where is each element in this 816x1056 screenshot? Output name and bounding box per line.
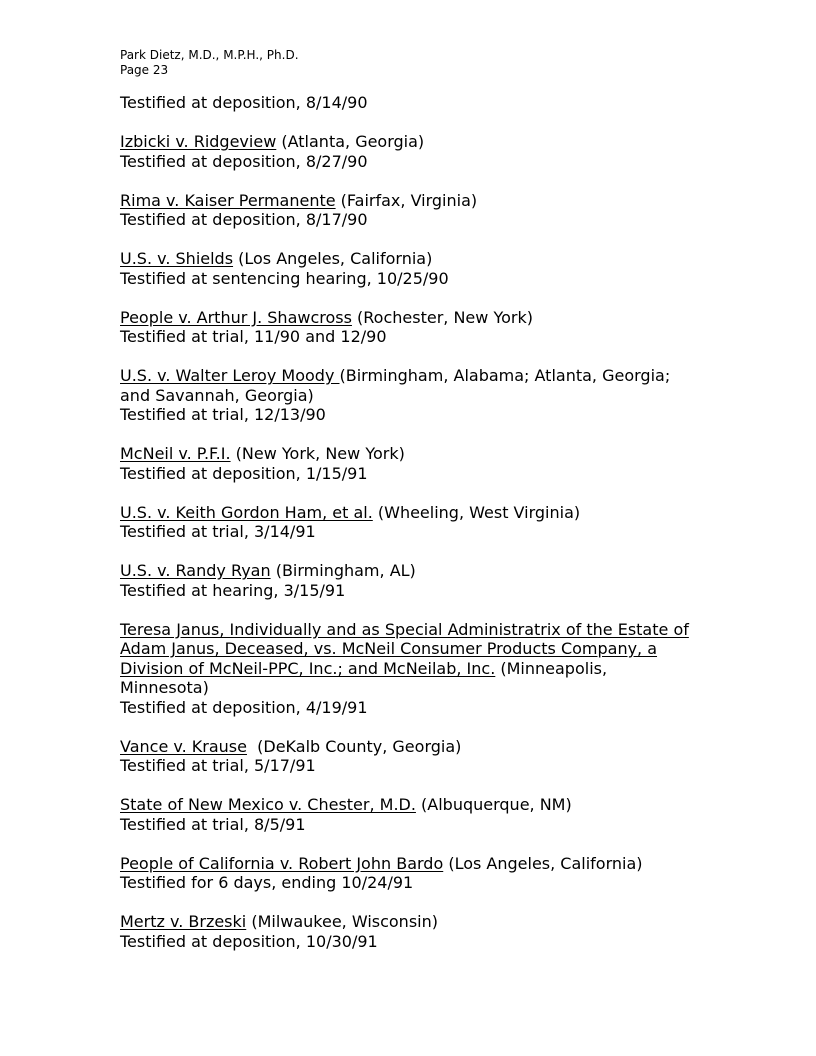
case-location: (Atlanta, Georgia): [276, 132, 425, 151]
case-name: U.S. v. Shields: [120, 249, 234, 268]
case-location: (Los Angeles, California): [233, 249, 433, 268]
testimony-detail: Testified at trial, 11/90 and 12/90: [120, 327, 387, 346]
testimony-detail: Testified at trial, 5/17/91: [120, 756, 316, 775]
case-name: State of New Mexico v. Chester, M.D.: [120, 795, 416, 814]
testimony-detail: Testified at trial, 12/13/90: [120, 405, 326, 424]
case-location: (Birmingham, AL): [270, 561, 416, 580]
testimony-entry: [120, 132, 700, 171]
case-name: U.S. v. Keith Gordon Ham, et al.: [120, 502, 373, 522]
case-location: (Birmingham, Alabama; Atlanta, Georgia; and Savannah, Georgia): [120, 366, 671, 405]
testimony-detail: Testified for 6 days, ending 10/24/91: [120, 873, 414, 892]
testimony-entry: [120, 561, 700, 600]
testimony-entry: [120, 620, 700, 718]
testimony-entry: [120, 503, 700, 542]
testimony-detail: Testified at deposition, 4/19/91: [120, 697, 368, 717]
testimony-detail: Testified at hearing, 3/15/91: [120, 580, 346, 600]
case-location: (Fairfax, Virginia): [335, 190, 478, 210]
page-number: Page 23: [120, 63, 169, 77]
case-name: U.S. v. Walter Leroy Moody: [120, 366, 340, 385]
testimony-detail: Testified at deposition, 10/30/91: [120, 931, 378, 951]
testimony-entry: [120, 249, 700, 288]
testimony-entry: [120, 191, 700, 230]
testimony-list: [120, 132, 700, 951]
case-name: Vance v. Krause: [120, 736, 247, 756]
case-name: Mertz v. Brzeski: [120, 912, 247, 931]
case-location: (Wheeling, West Virginia): [372, 502, 581, 522]
case-name: Izbicki v. Ridgeview: [120, 132, 277, 151]
testimony-entry: [120, 854, 700, 893]
page-header: [120, 48, 700, 78]
case-name: Rima v. Kaiser Permanente: [120, 190, 336, 210]
testimony-detail: Testified at trial, 8/5/91: [120, 814, 306, 834]
testimony-entry: [120, 366, 700, 425]
testimony-entry: [120, 444, 700, 483]
document-page: [120, 48, 700, 951]
testimony-detail: Testified at sentencing hearing, 10/25/90: [120, 268, 449, 288]
case-name: Teresa Janus, Individually and as Special Administratrix of the Estate of Adam Janus, Deceased, vs. McNeil Consumer Products Company, a Division of McNeil-PPC, Inc.; and McNeilab, Inc.: [120, 619, 689, 678]
testimony-entry: [120, 795, 700, 834]
testimony-detail: Testified at deposition, 1/15/91: [120, 463, 368, 483]
case-name: People v. Arthur J. Shawcross: [120, 307, 352, 327]
case-location: (Milwaukee, Wisconsin): [246, 912, 438, 931]
case-location: (DeKalb County, Georgia): [246, 736, 462, 756]
author-line: Park Dietz, M.D., M.P.H., Ph.D.: [120, 48, 299, 62]
testimony-entry: [120, 737, 700, 776]
case-location: (Rochester, New York): [351, 307, 533, 327]
case-location: (Albuquerque, NM): [415, 795, 572, 814]
case-name: McNeil v. P.F.I.: [120, 444, 231, 463]
testimony-entry: [120, 912, 700, 951]
case-name: U.S. v. Randy Ryan: [120, 561, 271, 580]
continued-testimony-line: Testified at deposition, 8/14/90: [120, 93, 368, 112]
testimony-detail: Testified at trial, 3/14/91: [120, 522, 316, 541]
testimony-detail: Testified at deposition, 8/17/90: [120, 210, 368, 229]
case-location: (Minneapolis, Minnesota): [120, 658, 608, 697]
case-location: (Los Angeles, California): [443, 853, 643, 873]
case-location: (New York, New York): [230, 444, 405, 463]
testimony-detail: Testified at deposition, 8/27/90: [120, 151, 368, 171]
testimony-entry: [120, 308, 700, 347]
case-name: People of California v. Robert John Bardo: [120, 853, 444, 873]
